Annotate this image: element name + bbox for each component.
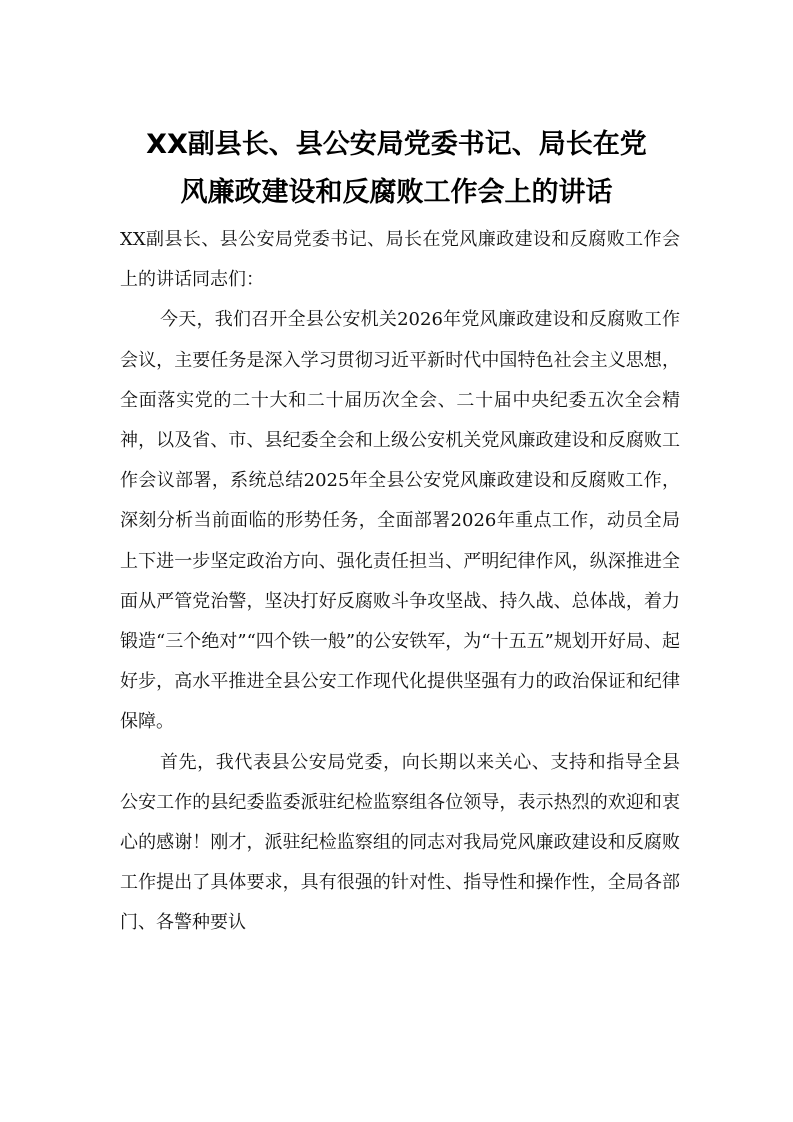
document-title-line-2: 风廉政建设和反腐败工作会上的讲话 [180, 177, 613, 208]
document-body [120, 220, 680, 944]
paragraph-thanks: 首先，我代表县公安局党委，向长期以来关心、支持和指导全县公安工作的县纪委监委派驻纪检监察组各位领导，表示热烈的欢迎和衷心的感谢！刚才，派驻纪检监察组的同志对我局党风廉政建设和反腐败工作提出了具体要求，具有很强的针对性、指导性和操作性，全局各部门、各警种要认 [120, 751, 680, 934]
paragraph-opening: 今天，我们召开全县公安机关2026年党风廉政建设和反腐败工作会议，主要任务是深入学习贯彻习近平新时代中国特色社会主义思想，全面落实党的二十大和二十届历次全会、二十届中央纪委五次全会精神，以及省、市、县纪委全会和上级公安机关党风廉政建设和反腐败工作会议部署，系统总结2025年全县公安党风廉政建设和反腐败工作，深刻分析当前面临的形势任务，全面部署2026年重点工作，动员全局上下进一步坚定政治方向、强化责任担当、严明纪律作风，纵深推进全面从严管党治警，坚决打好反腐败斗争攻坚战、持久战、总体战，着力锻造“三个绝对”“四个铁一般”的公安铁军，为“十五五”规划开好局、起好步，高水平推进全县公安工作现代化提供坚强有力的政治保证和纪律保障。 [120, 309, 680, 733]
paragraph-salutation: XX副县长、县公安局党委书记、局长在党风廉政建设和反腐败工作会上的讲话同志们： [120, 229, 680, 291]
document-title-line-1: XX副县长、县公安局党委书记、局长在党 [146, 129, 647, 160]
